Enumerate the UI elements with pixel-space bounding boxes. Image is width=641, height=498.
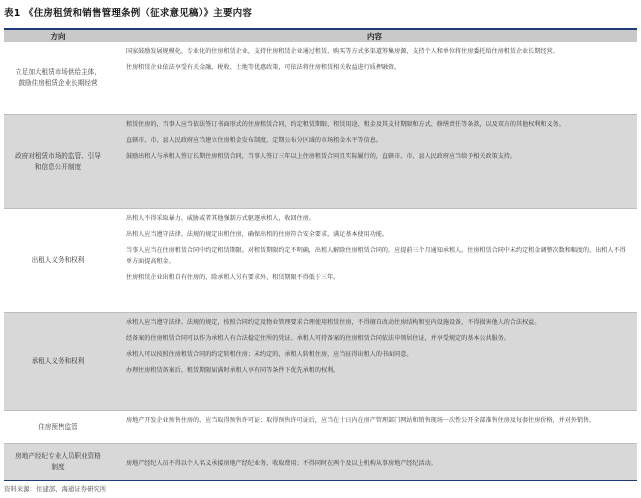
content-table bbox=[4, 28, 637, 480]
row-direction: 出租人义务和权利 bbox=[31, 256, 85, 264]
table-row bbox=[4, 313, 637, 411]
row-direction: 房地产经纪专业人员职业资格制度 bbox=[15, 452, 101, 471]
row-paragraph: 经备案的住房租赁合同可以作为承租人有合法稳定住所的凭证。承租人可持备案的住房租赁合同依法申领居住证，并享受规定的基本公共服务。 bbox=[126, 335, 510, 342]
row-paragraph: 租赁住房的，当事人应当依法签订书面形式的住房租赁合同，约定租赁期限、租赁用途、租金及其支付期限和方式、修缮责任等条款，以及双方的其他权利和义务。 bbox=[126, 121, 565, 128]
row-paragraph: 住房租赁企业出租自有住房的，除承租人另有要求外，租赁期限不得低于三年。 bbox=[126, 274, 340, 281]
row-direction: 立足加大租赁市场供给主体，鼓励住房租赁企业长期经营 bbox=[15, 68, 101, 87]
row-content bbox=[112, 411, 637, 443]
row-paragraph: 出租人不得采取暴力、威胁或者其他强制方式驱逐承租人，收回住房。 bbox=[126, 215, 315, 222]
row-content bbox=[112, 115, 637, 208]
row-paragraph: 住房租赁企业依法享受有关金融、税收、土地等优惠政策，可依法将住房租赁相关收益进行质押融资。 bbox=[126, 64, 401, 71]
table-row bbox=[4, 115, 637, 209]
header-content: 内容 bbox=[367, 31, 382, 41]
row-direction: 住房预售监管 bbox=[38, 422, 78, 431]
row-paragraph: 直辖市、市、县人民政府应当建立住房租金发布制度，定期公布分区域的市场租金水平等信息。 bbox=[126, 137, 382, 144]
row-direction: 政府对租赁市场的监管、引导和信息公开制度 bbox=[15, 151, 101, 171]
row-paragraph: 鼓励出租人与承租人签订长期住房租赁合同，当事人签订三年以上住房租赁合同且实际履行的，直辖市、市、县人民政府应当给予相关政策支持。 bbox=[126, 153, 516, 160]
source-note: 资料来源：住建部、海通证券研究所 bbox=[4, 485, 107, 493]
table-title: 表1 《住房租赁和销售管理条例（征求意见稿）》主要内容 bbox=[4, 8, 253, 19]
row-paragraph: 房地产经纪人员不得以个人名义承接房地产经纪业务，收取费用；不得同时在两个及以上机构从事房地产经纪活动。 bbox=[126, 459, 437, 467]
table-row bbox=[4, 42, 637, 115]
table-row bbox=[4, 411, 637, 444]
row-paragraph: 承租人应当遵守法律、法规的规定，按照合同约定及物业管理要求合理使用租赁住房，不得擅自改动住房结构和室内设施设备，不得损害他人的合法权益。 bbox=[126, 319, 541, 326]
row-content bbox=[112, 313, 637, 410]
row-paragraph: 国家鼓励发展规模化、专业化的住房租赁企业，支持住房租赁企业通过租赁、购买等方式多渠道筹集房源，支持个人和单位将住房委托给住房租赁企业长期经营。 bbox=[126, 48, 559, 55]
row-paragraph: 承租人可以按照住房租赁合同的约定转租住房；未约定的，承租人转租住房，应当征得出租人的书面同意。 bbox=[126, 351, 413, 358]
table-header bbox=[4, 28, 637, 42]
table-row bbox=[4, 209, 637, 313]
row-paragraph: 出租人应当遵守法律、法规的规定出租住房，确保出租的住房符合安全要求，满足基本使用功能。 bbox=[126, 231, 389, 238]
row-direction: 承租人义务和权利 bbox=[31, 357, 85, 365]
row-content bbox=[112, 42, 637, 114]
row-paragraph: 当事人应当在住房租赁合同中约定租赁期限。对租赁期限约定不明确，出租人解除住房租赁合同的，应提前三个月通知承租人。住房租赁合同中未约定租金调整次数和幅度的，出租人不得单方面提高租金。 bbox=[126, 247, 626, 265]
row-paragraph: 房地产开发企业预售住房的，应当取得预售许可证；取得预售许可证后，应当在十日内在房产管理部门网站和销售现场一次性公开全部准售住房及每套住房价格，并对外销售。 bbox=[126, 417, 596, 424]
table-bottom-rule bbox=[4, 480, 637, 481]
row-content bbox=[112, 444, 637, 480]
table-row bbox=[4, 444, 637, 480]
header-direction: 方向 bbox=[50, 31, 66, 41]
row-paragraph: 办理住房租赁备案后，租赁期限届满时承租人享有同等条件下优先承租的权利。 bbox=[126, 367, 340, 374]
row-content bbox=[112, 209, 637, 312]
